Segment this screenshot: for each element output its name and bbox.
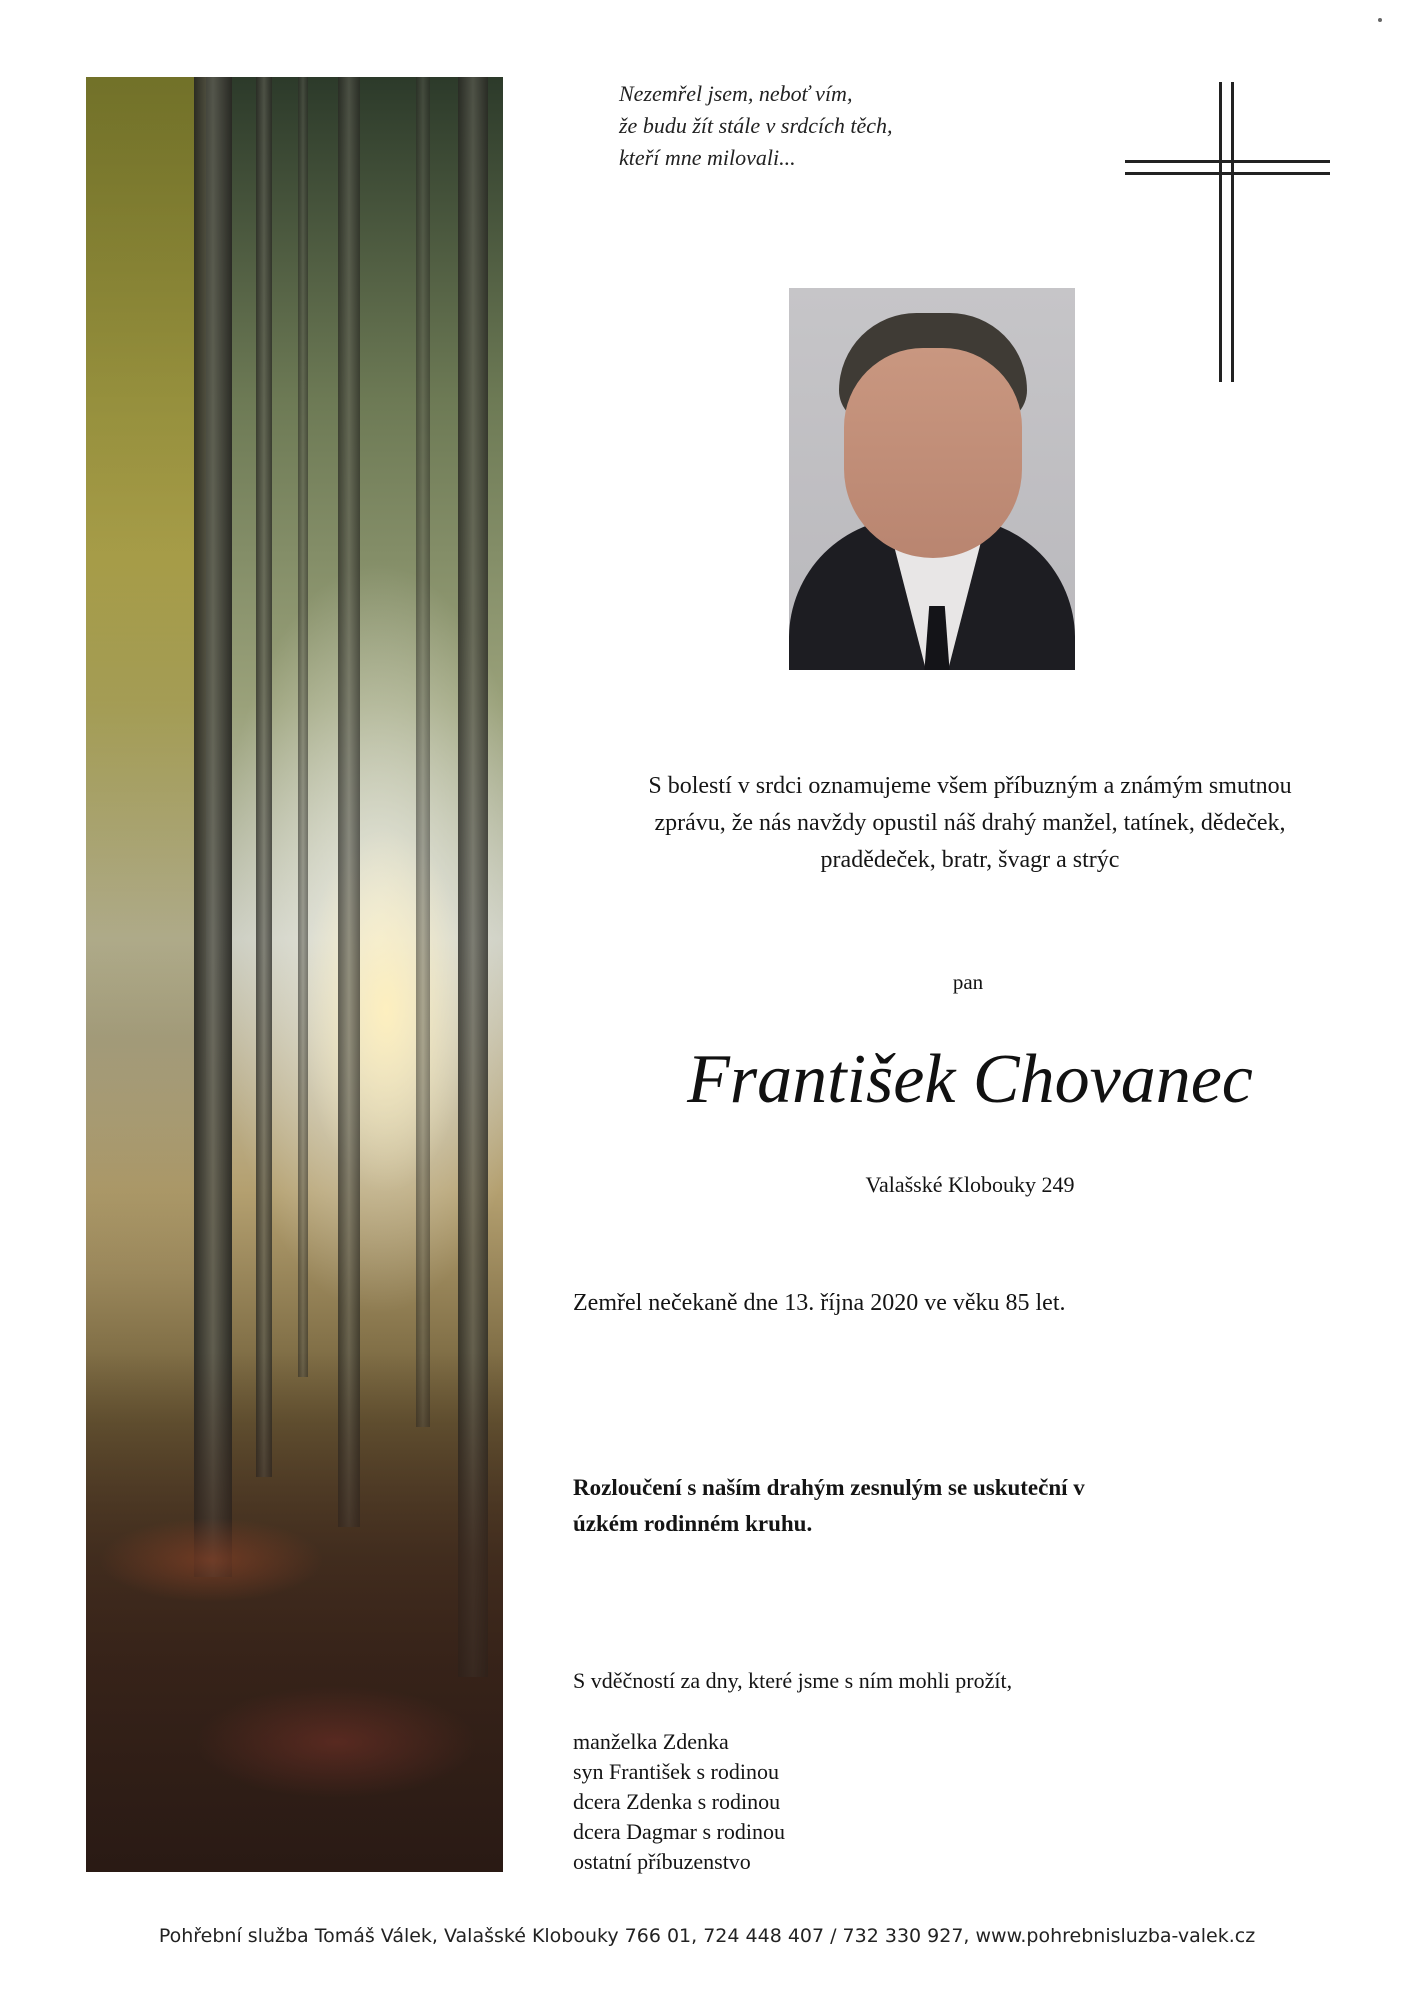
- deceased-portrait: [789, 288, 1075, 670]
- family-list: [573, 1727, 1073, 1877]
- family-member: manželka Zdenka: [573, 1729, 729, 1754]
- honorific: pan: [952, 970, 984, 994]
- funeral-service-footer: Pohřební služba Tomáš Válek, Valašské Klobouky 766 01, 724 448 407 / 732 330 927, www.pohrebnisluzba-valek.cz: [158, 1925, 1256, 1947]
- scan-speck: [1378, 18, 1382, 22]
- farewell-line: Rozloučení s naším drahým zesnulým se uskuteční v: [573, 1475, 1085, 1500]
- tree-trunk: [298, 77, 308, 1377]
- death-notice: Zemřel nečekaně dne 13. října 2020 ve věku 85 let.: [573, 1290, 1066, 1316]
- gratitude-line: S vděčností za dny, které jsme s ním mohli prožít,: [573, 1668, 1013, 1693]
- family-member: dcera Zdenka s rodinou: [573, 1789, 781, 1814]
- quote-line: kteří mne milovali...: [619, 145, 796, 170]
- memorial-quote: [619, 78, 1039, 174]
- announcement-line: zprávu, že nás navždy opustil náš drahý manžel, tatínek, dědeček,: [654, 810, 1286, 836]
- quote-line: Nezemřel jsem, neboť vím,: [619, 81, 853, 106]
- forest-ground: [86, 1352, 503, 1872]
- deceased-address: Valašské Klobouky 249: [865, 1172, 1075, 1197]
- cross-icon: [1125, 82, 1330, 382]
- deceased-name: František Chovanec: [687, 1041, 1253, 1118]
- tree-trunk: [256, 77, 272, 1477]
- forest-photo: [86, 77, 503, 1872]
- quote-line: že budu žít stále v srdcích těch,: [619, 113, 893, 138]
- family-member: dcera Dagmar s rodinou: [573, 1819, 785, 1844]
- announcement-line: S bolestí v srdci oznamujeme všem příbuzným a známým smutnou: [648, 773, 1292, 799]
- announcement-line: pradědeček, bratr, švagr a strýc: [820, 847, 1120, 873]
- tree-trunk: [338, 77, 360, 1527]
- tree-trunk: [416, 77, 430, 1427]
- forest-foliage: [86, 77, 206, 1277]
- farewell-notice: [573, 1470, 1293, 1542]
- farewell-line: úzkém rodinném kruhu.: [573, 1511, 813, 1536]
- family-member: ostatní příbuzenstvo: [573, 1849, 751, 1874]
- announcement-text: [560, 768, 1380, 879]
- family-member: syn František s rodinou: [573, 1759, 779, 1784]
